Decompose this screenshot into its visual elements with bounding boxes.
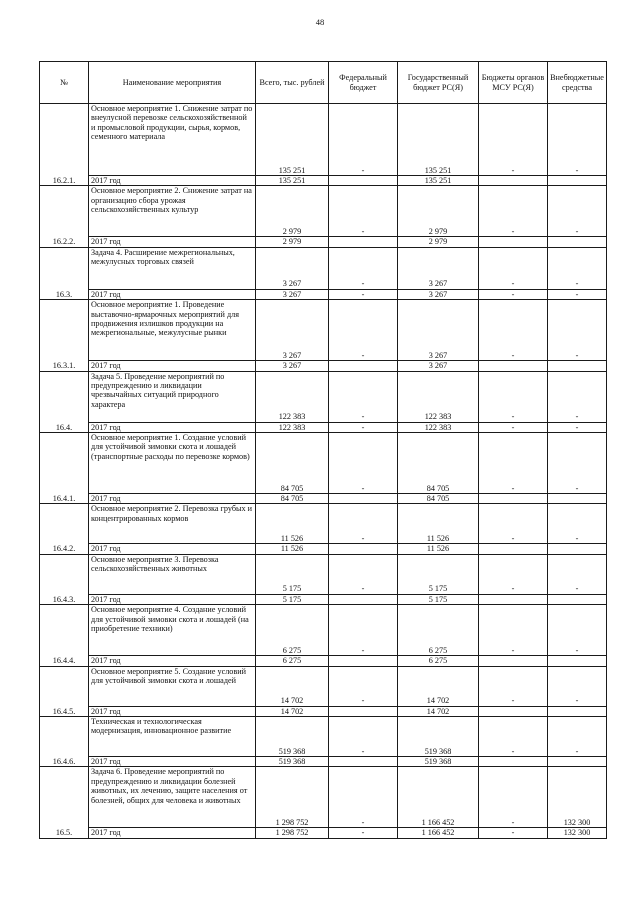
year-state: 3 267 (398, 361, 479, 371)
table-row (40, 300, 607, 361)
row-federal: - (329, 433, 398, 494)
row-code: 16.4.5. (40, 666, 89, 716)
row-federal: - (329, 371, 398, 422)
year-federal: - (329, 828, 398, 838)
header-num: № (40, 62, 89, 104)
row-msu: - (479, 186, 548, 237)
year-msu (479, 237, 548, 247)
year-state: 14 702 (398, 706, 479, 716)
row-state: 5 175 (398, 554, 479, 594)
row-extra: - (548, 605, 607, 656)
row-federal: - (329, 717, 398, 757)
row-msu: - (479, 247, 548, 289)
year-federal (329, 494, 398, 504)
header-state: Государственный бюджет РС(Я) (398, 62, 479, 104)
header-msu: Бюджеты органов МСУ РС(Я) (479, 62, 548, 104)
row-federal: - (329, 605, 398, 656)
row-msu: - (479, 300, 548, 361)
year-label: 2017 год (89, 176, 256, 186)
row-extra: - (548, 371, 607, 422)
row-state: 135 251 (398, 104, 479, 176)
year-row (40, 289, 607, 299)
row-total: 3 267 (256, 300, 329, 361)
year-label: 2017 год (89, 706, 256, 716)
row-extra: - (548, 717, 607, 757)
table-row (40, 371, 607, 422)
year-extra (548, 176, 607, 186)
year-label: 2017 год (89, 237, 256, 247)
year-msu: - (479, 422, 548, 432)
row-total: 3 267 (256, 247, 329, 289)
row-federal: - (329, 666, 398, 706)
year-federal (329, 656, 398, 666)
year-label: 2017 год (89, 289, 256, 299)
year-extra (548, 757, 607, 767)
year-msu (479, 544, 548, 554)
row-msu: - (479, 504, 548, 544)
year-label: 2017 год (89, 361, 256, 371)
year-total: 3 267 (256, 289, 329, 299)
year-row (40, 594, 607, 604)
row-extra: - (548, 104, 607, 176)
row-federal: - (329, 247, 398, 289)
year-total: 3 267 (256, 361, 329, 371)
table-body (40, 104, 607, 839)
table-row (40, 554, 607, 594)
year-federal (329, 594, 398, 604)
row-name: Задача 5. Проведение мероприятий по предупреждению и ликвидации чрезвычайных ситуаций природного характера (89, 371, 256, 422)
row-extra: - (548, 433, 607, 494)
row-msu: - (479, 717, 548, 757)
page-number: 48 (315, 17, 325, 27)
year-total: 519 368 (256, 757, 329, 767)
row-total: 84 705 (256, 433, 329, 494)
year-label: 2017 год (89, 544, 256, 554)
year-msu (479, 494, 548, 504)
year-row (40, 706, 607, 716)
year-extra (548, 594, 607, 604)
year-extra: 132 300 (548, 828, 607, 838)
row-code: 16.3. (40, 247, 89, 299)
table-row (40, 186, 607, 237)
row-state: 11 526 (398, 504, 479, 544)
table-row (40, 247, 607, 289)
year-state: 6 275 (398, 656, 479, 666)
row-state: 122 383 (398, 371, 479, 422)
row-code: 16.4.6. (40, 717, 89, 767)
year-total: 11 526 (256, 544, 329, 554)
row-extra: - (548, 300, 607, 361)
year-row (40, 757, 607, 767)
year-state: 2 979 (398, 237, 479, 247)
year-extra (548, 361, 607, 371)
year-msu: - (479, 828, 548, 838)
row-name: Основное мероприятие 1. Проведение выставочно-ярмарочных мероприятий для продвижения излишков продукции на межрегиональные, межулусные рынки (89, 300, 256, 361)
year-msu: - (479, 289, 548, 299)
row-code: 16.4. (40, 371, 89, 432)
row-extra: - (548, 504, 607, 544)
year-federal: - (329, 422, 398, 432)
year-label: 2017 год (89, 594, 256, 604)
year-row (40, 656, 607, 666)
row-state: 3 267 (398, 300, 479, 361)
row-extra: - (548, 247, 607, 289)
row-total: 519 368 (256, 717, 329, 757)
row-msu: - (479, 666, 548, 706)
year-extra (548, 237, 607, 247)
row-extra: - (548, 186, 607, 237)
year-row (40, 237, 607, 247)
row-msu: - (479, 605, 548, 656)
year-state: 519 368 (398, 757, 479, 767)
year-msu (479, 656, 548, 666)
row-name: Основное мероприятие 1. Снижение затрат по внеулусной перевозке сельскохозяйственной и промысловой продукции, сырья, кормов, семенного материала (89, 104, 256, 176)
header-federal: Федеральный бюджет (329, 62, 398, 104)
year-state: 122 383 (398, 422, 479, 432)
table-row (40, 504, 607, 544)
budget-table (39, 61, 607, 839)
row-federal: - (329, 300, 398, 361)
row-state: 6 275 (398, 605, 479, 656)
row-total: 11 526 (256, 504, 329, 544)
row-federal: - (329, 186, 398, 237)
table-row (40, 433, 607, 494)
row-total: 135 251 (256, 104, 329, 176)
year-row (40, 494, 607, 504)
year-label: 2017 год (89, 656, 256, 666)
table-row (40, 104, 607, 176)
row-name: Задача 4. Расширение межрегиональных, межулусных торговых связей (89, 247, 256, 289)
year-msu (479, 361, 548, 371)
row-name: Основное мероприятие 2. Снижение затрат на организацию сбора урожая сельскохозяйственных культур (89, 186, 256, 237)
year-extra: - (548, 289, 607, 299)
row-code: 16.2.2. (40, 186, 89, 247)
year-total: 84 705 (256, 494, 329, 504)
year-label: 2017 год (89, 828, 256, 838)
row-extra: - (548, 666, 607, 706)
row-msu: - (479, 767, 548, 828)
header-extra: Внебюджетные средства (548, 62, 607, 104)
year-total: 122 383 (256, 422, 329, 432)
row-name: Основное мероприятие 1. Создание условий для устойчивой зимовки скота и лошадей (транспортные расходы по перевозке кормов) (89, 433, 256, 494)
year-extra (548, 656, 607, 666)
year-extra (548, 544, 607, 554)
row-name: Основное мероприятие 5. Создание условий для устойчивой зимовки скота и лошадей (89, 666, 256, 706)
row-total: 5 175 (256, 554, 329, 594)
row-total: 6 275 (256, 605, 329, 656)
year-state: 84 705 (398, 494, 479, 504)
row-state: 1 166 452 (398, 767, 479, 828)
row-total: 2 979 (256, 186, 329, 237)
table-row (40, 605, 607, 656)
table-row (40, 767, 607, 828)
row-msu: - (479, 104, 548, 176)
year-extra (548, 494, 607, 504)
year-label: 2017 год (89, 757, 256, 767)
row-name: Задача 6. Проведение мероприятий по предупреждению и ликвидации болезней животных, их лечению, защите населения от болезней, общих для человека и животных (89, 767, 256, 828)
row-extra: - (548, 554, 607, 594)
year-msu (479, 176, 548, 186)
table-row (40, 717, 607, 757)
year-federal (329, 176, 398, 186)
year-state: 135 251 (398, 176, 479, 186)
row-name: Основное мероприятие 3. Перевозка сельскохозяйственных животных (89, 554, 256, 594)
year-state: 5 175 (398, 594, 479, 604)
row-total: 14 702 (256, 666, 329, 706)
row-msu: - (479, 554, 548, 594)
year-row (40, 176, 607, 186)
row-code: 16.4.3. (40, 554, 89, 604)
year-federal (329, 237, 398, 247)
year-total: 135 251 (256, 176, 329, 186)
year-msu (479, 594, 548, 604)
year-msu (479, 757, 548, 767)
row-code: 16.5. (40, 767, 89, 838)
year-federal (329, 544, 398, 554)
header-total: Всего, тыс. рублей (256, 62, 329, 104)
header-row (40, 62, 607, 104)
row-total: 122 383 (256, 371, 329, 422)
row-federal: - (329, 504, 398, 544)
row-code: 16.4.2. (40, 504, 89, 554)
year-row (40, 828, 607, 838)
year-row (40, 422, 607, 432)
row-state: 84 705 (398, 433, 479, 494)
year-federal (329, 361, 398, 371)
row-code: 16.4.1. (40, 433, 89, 504)
year-extra (548, 706, 607, 716)
table-row (40, 666, 607, 706)
year-total: 1 298 752 (256, 828, 329, 838)
year-state: 3 267 (398, 289, 479, 299)
row-extra: 132 300 (548, 767, 607, 828)
row-code: 16.2.1. (40, 104, 89, 186)
row-federal: - (329, 104, 398, 176)
year-total: 5 175 (256, 594, 329, 604)
row-federal: - (329, 767, 398, 828)
header-name: Наименование мероприятия (89, 62, 256, 104)
row-name: Основное мероприятие 4. Создание условий для устойчивой зимовки скота и лошадей (на приобретение техники) (89, 605, 256, 656)
year-federal (329, 706, 398, 716)
year-federal (329, 757, 398, 767)
year-row (40, 544, 607, 554)
row-msu: - (479, 371, 548, 422)
year-total: 2 979 (256, 237, 329, 247)
row-state: 2 979 (398, 186, 479, 237)
year-federal: - (329, 289, 398, 299)
row-msu: - (479, 433, 548, 494)
row-federal: - (329, 554, 398, 594)
row-name: Техническая и технологическая модернизация, инновационное развитие (89, 717, 256, 757)
year-row (40, 361, 607, 371)
row-code: 16.4.4. (40, 605, 89, 666)
year-label: 2017 год (89, 494, 256, 504)
year-extra: - (548, 422, 607, 432)
row-state: 519 368 (398, 717, 479, 757)
year-total: 6 275 (256, 656, 329, 666)
year-state: 11 526 (398, 544, 479, 554)
year-label: 2017 год (89, 422, 256, 432)
row-code: 16.3.1. (40, 300, 89, 371)
row-name: Основное мероприятие 2. Перевозка грубых и концентрированных кормов (89, 504, 256, 544)
year-msu (479, 706, 548, 716)
year-total: 14 702 (256, 706, 329, 716)
row-total: 1 298 752 (256, 767, 329, 828)
row-state: 3 267 (398, 247, 479, 289)
year-state: 1 166 452 (398, 828, 479, 838)
row-state: 14 702 (398, 666, 479, 706)
